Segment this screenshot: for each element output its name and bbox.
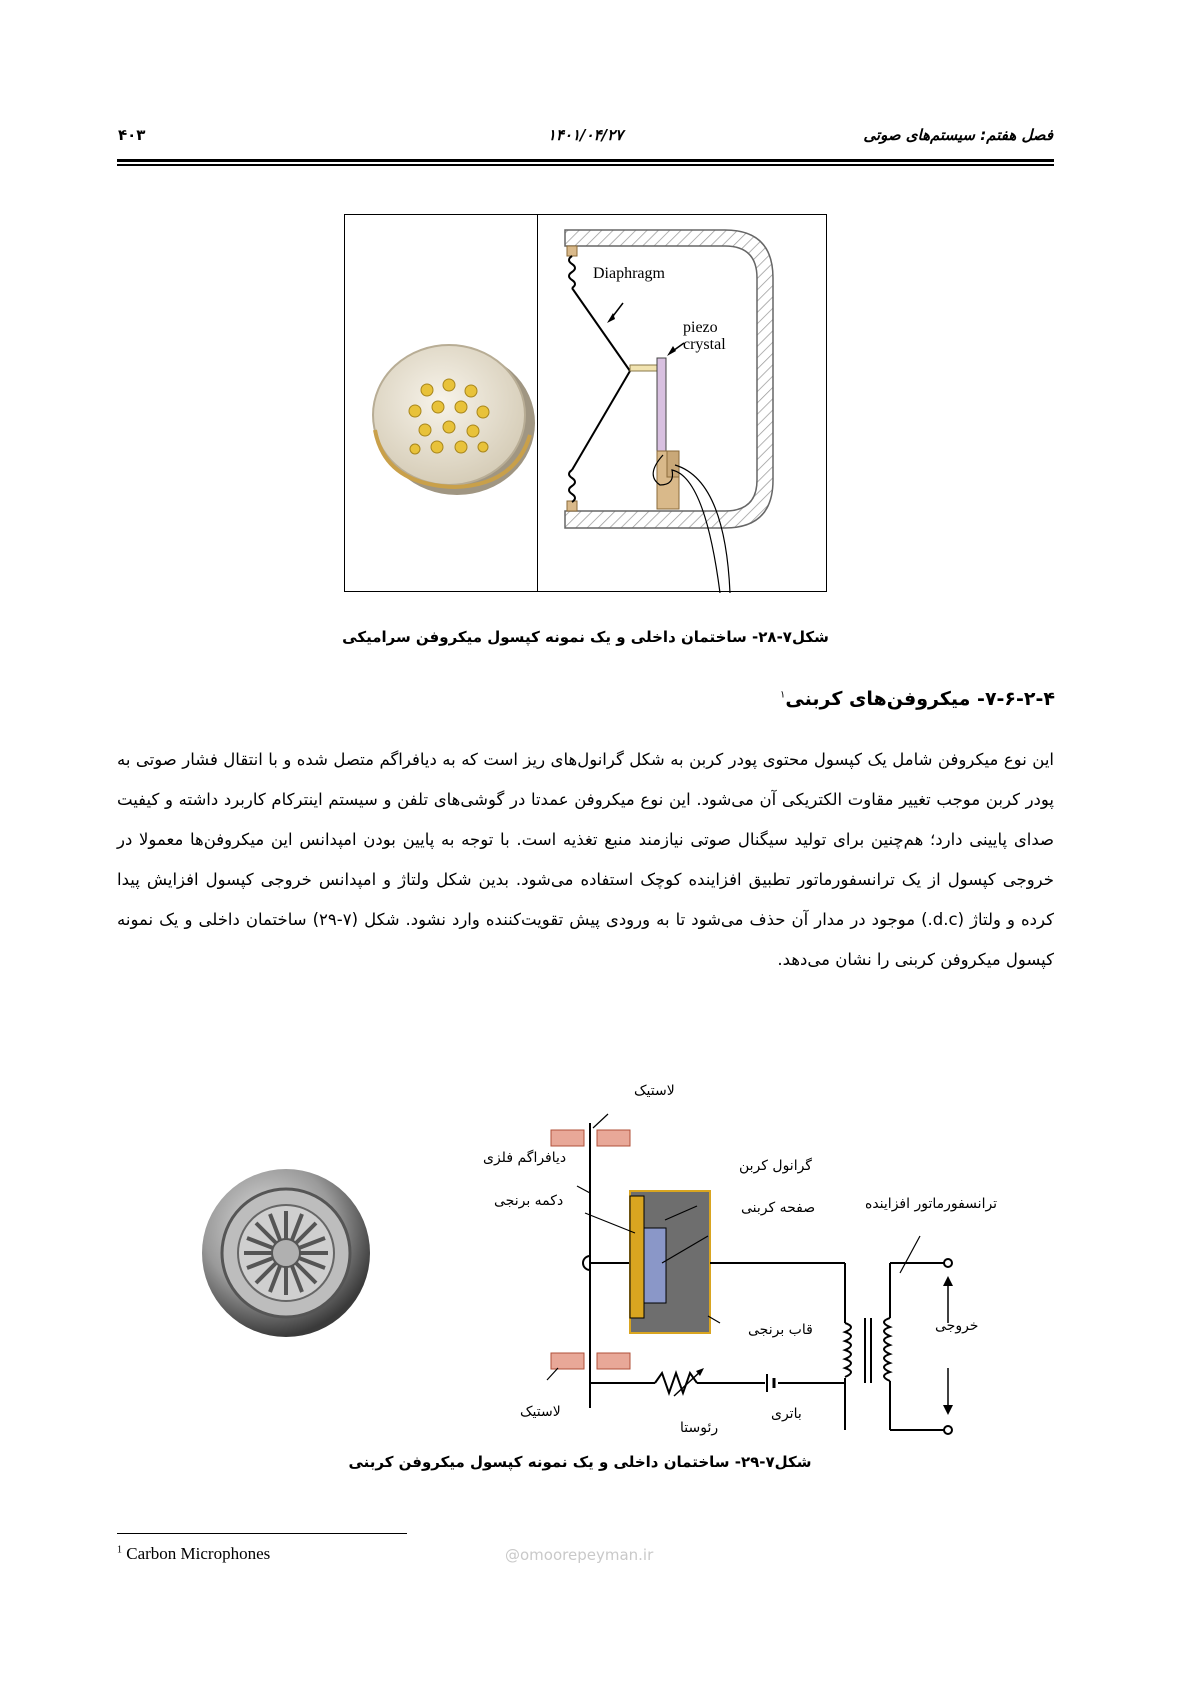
label-rheostat: رئوستا <box>680 1420 719 1436</box>
figure-ceramic-svg <box>345 215 828 593</box>
transformer <box>845 1263 945 1430</box>
label-rubber-top: لاستیک <box>634 1083 675 1099</box>
label-brass-frame: قاب برنجی <box>748 1322 813 1338</box>
footnote <box>117 1544 270 1564</box>
rubber-pad-bottom-right <box>597 1353 630 1369</box>
carbon-capsule-photo <box>198 1168 374 1338</box>
section-title-text: ۷-۶-۲-۴- میکروفن‌های کربنی <box>785 688 1055 710</box>
page-header <box>118 126 1053 158</box>
chapter-title: فصل هفتم: سیستم‌های صوتی <box>863 126 1053 144</box>
carbon-plate <box>644 1228 666 1303</box>
watermark-text: @omoorepeyman.ir <box>505 1546 654 1564</box>
output-terminal-bottom <box>944 1426 952 1434</box>
label-piezo-line1: piezo <box>683 319 718 336</box>
rubber-pad-top-left <box>551 1130 584 1146</box>
body-paragraph: این نوع میکروفن شامل یک کپسول محتوی پودر کربن به شکل گرانول‌های ریز است که به دیافراگم متصل شده و با انتقال فشار صوتی به پودر کربن موجب تغییر مقاوت الکتریکی آن می‌شود. این نوع میکروفن عمدتا در گوشی‌های تلفن و سیستم اینترکام کاربرد داشته و کیفیت صدای پایینی دارد؛ هم‌چنین برای تولید سیگنال صوتی نیازمند منبع تغذیه است. با توجه به پایین بودن امپدانس این میکروفن‌ها معمولا در خروجی کپسول از یک ترانسفورماتور تطبیق افزاینده کوچک استفاده می‌شود. بدین شکل ولتاژ و امپدانس خروجی کپسول افزایش پیدا کرده و ولتاژ (d.c.) موجود در مدار آن حذف می‌شود تا به ورودی پیش تقویت‌کننده وارد نشود. شکل (۷-۲۹) ساختمان داخلی و یک نمونه کپسول میکروفن کربنی را نشان می‌دهد. <box>117 750 1054 969</box>
rubber-pad-bottom-left <box>551 1353 584 1369</box>
label-output: خروجی <box>935 1318 979 1334</box>
header-rule-thin <box>117 164 1054 166</box>
label-diaphragm: Diaphragm <box>593 265 665 282</box>
crystal-mount <box>657 451 679 509</box>
header-rule-thick <box>117 159 1054 162</box>
label-piezo-crystal <box>683 319 726 353</box>
figure1-caption: شکل۷-۲۸- ساختمان داخلی و یک نمونه کپسول میکروفن سرامیکی <box>342 628 829 646</box>
label-battery: باتری <box>771 1406 802 1422</box>
figure-ceramic-microphone <box>344 214 827 592</box>
figure2-caption: شکل۷-۲۹- ساختمان داخلی و یک نمونه کپسول میکروفن کربنی <box>348 1453 812 1471</box>
ceramic-capsule-photo <box>373 345 535 495</box>
diaphragm-drawing <box>569 256 665 502</box>
footnote-rule <box>117 1533 407 1534</box>
circuit-wires <box>590 1263 845 1430</box>
label-rubber-bottom: لاستیک <box>520 1404 561 1420</box>
page-number: ۴۰۳ <box>118 126 146 144</box>
carbon-circuit-diagram <box>470 1078 1030 1443</box>
output-terminal-top <box>944 1259 952 1267</box>
label-brass-button: دکمه برنجی <box>494 1193 564 1209</box>
label-carbon-plate: صفحه کربنی <box>741 1200 816 1216</box>
header-date: ۱۴۰۱/۰۴/۲۷ <box>547 126 624 144</box>
brass-button <box>630 1196 644 1318</box>
label-step-up-transformer: ترانسفورماتور افزاینده <box>865 1196 998 1212</box>
label-piezo-line2: crystal <box>683 336 726 353</box>
label-carbon-granules: گرانول کربن <box>739 1158 812 1174</box>
footnote-number: 1 <box>117 1544 122 1556</box>
section-title <box>780 688 1055 710</box>
piezo-crystal <box>657 358 666 454</box>
rubber-pad-top-right <box>597 1130 630 1146</box>
label-metal-diaphragm: دیافراگم فلزی <box>483 1150 567 1166</box>
footnote-ref: ۱ <box>780 689 786 701</box>
footnote-text: Carbon Microphones <box>126 1544 271 1563</box>
